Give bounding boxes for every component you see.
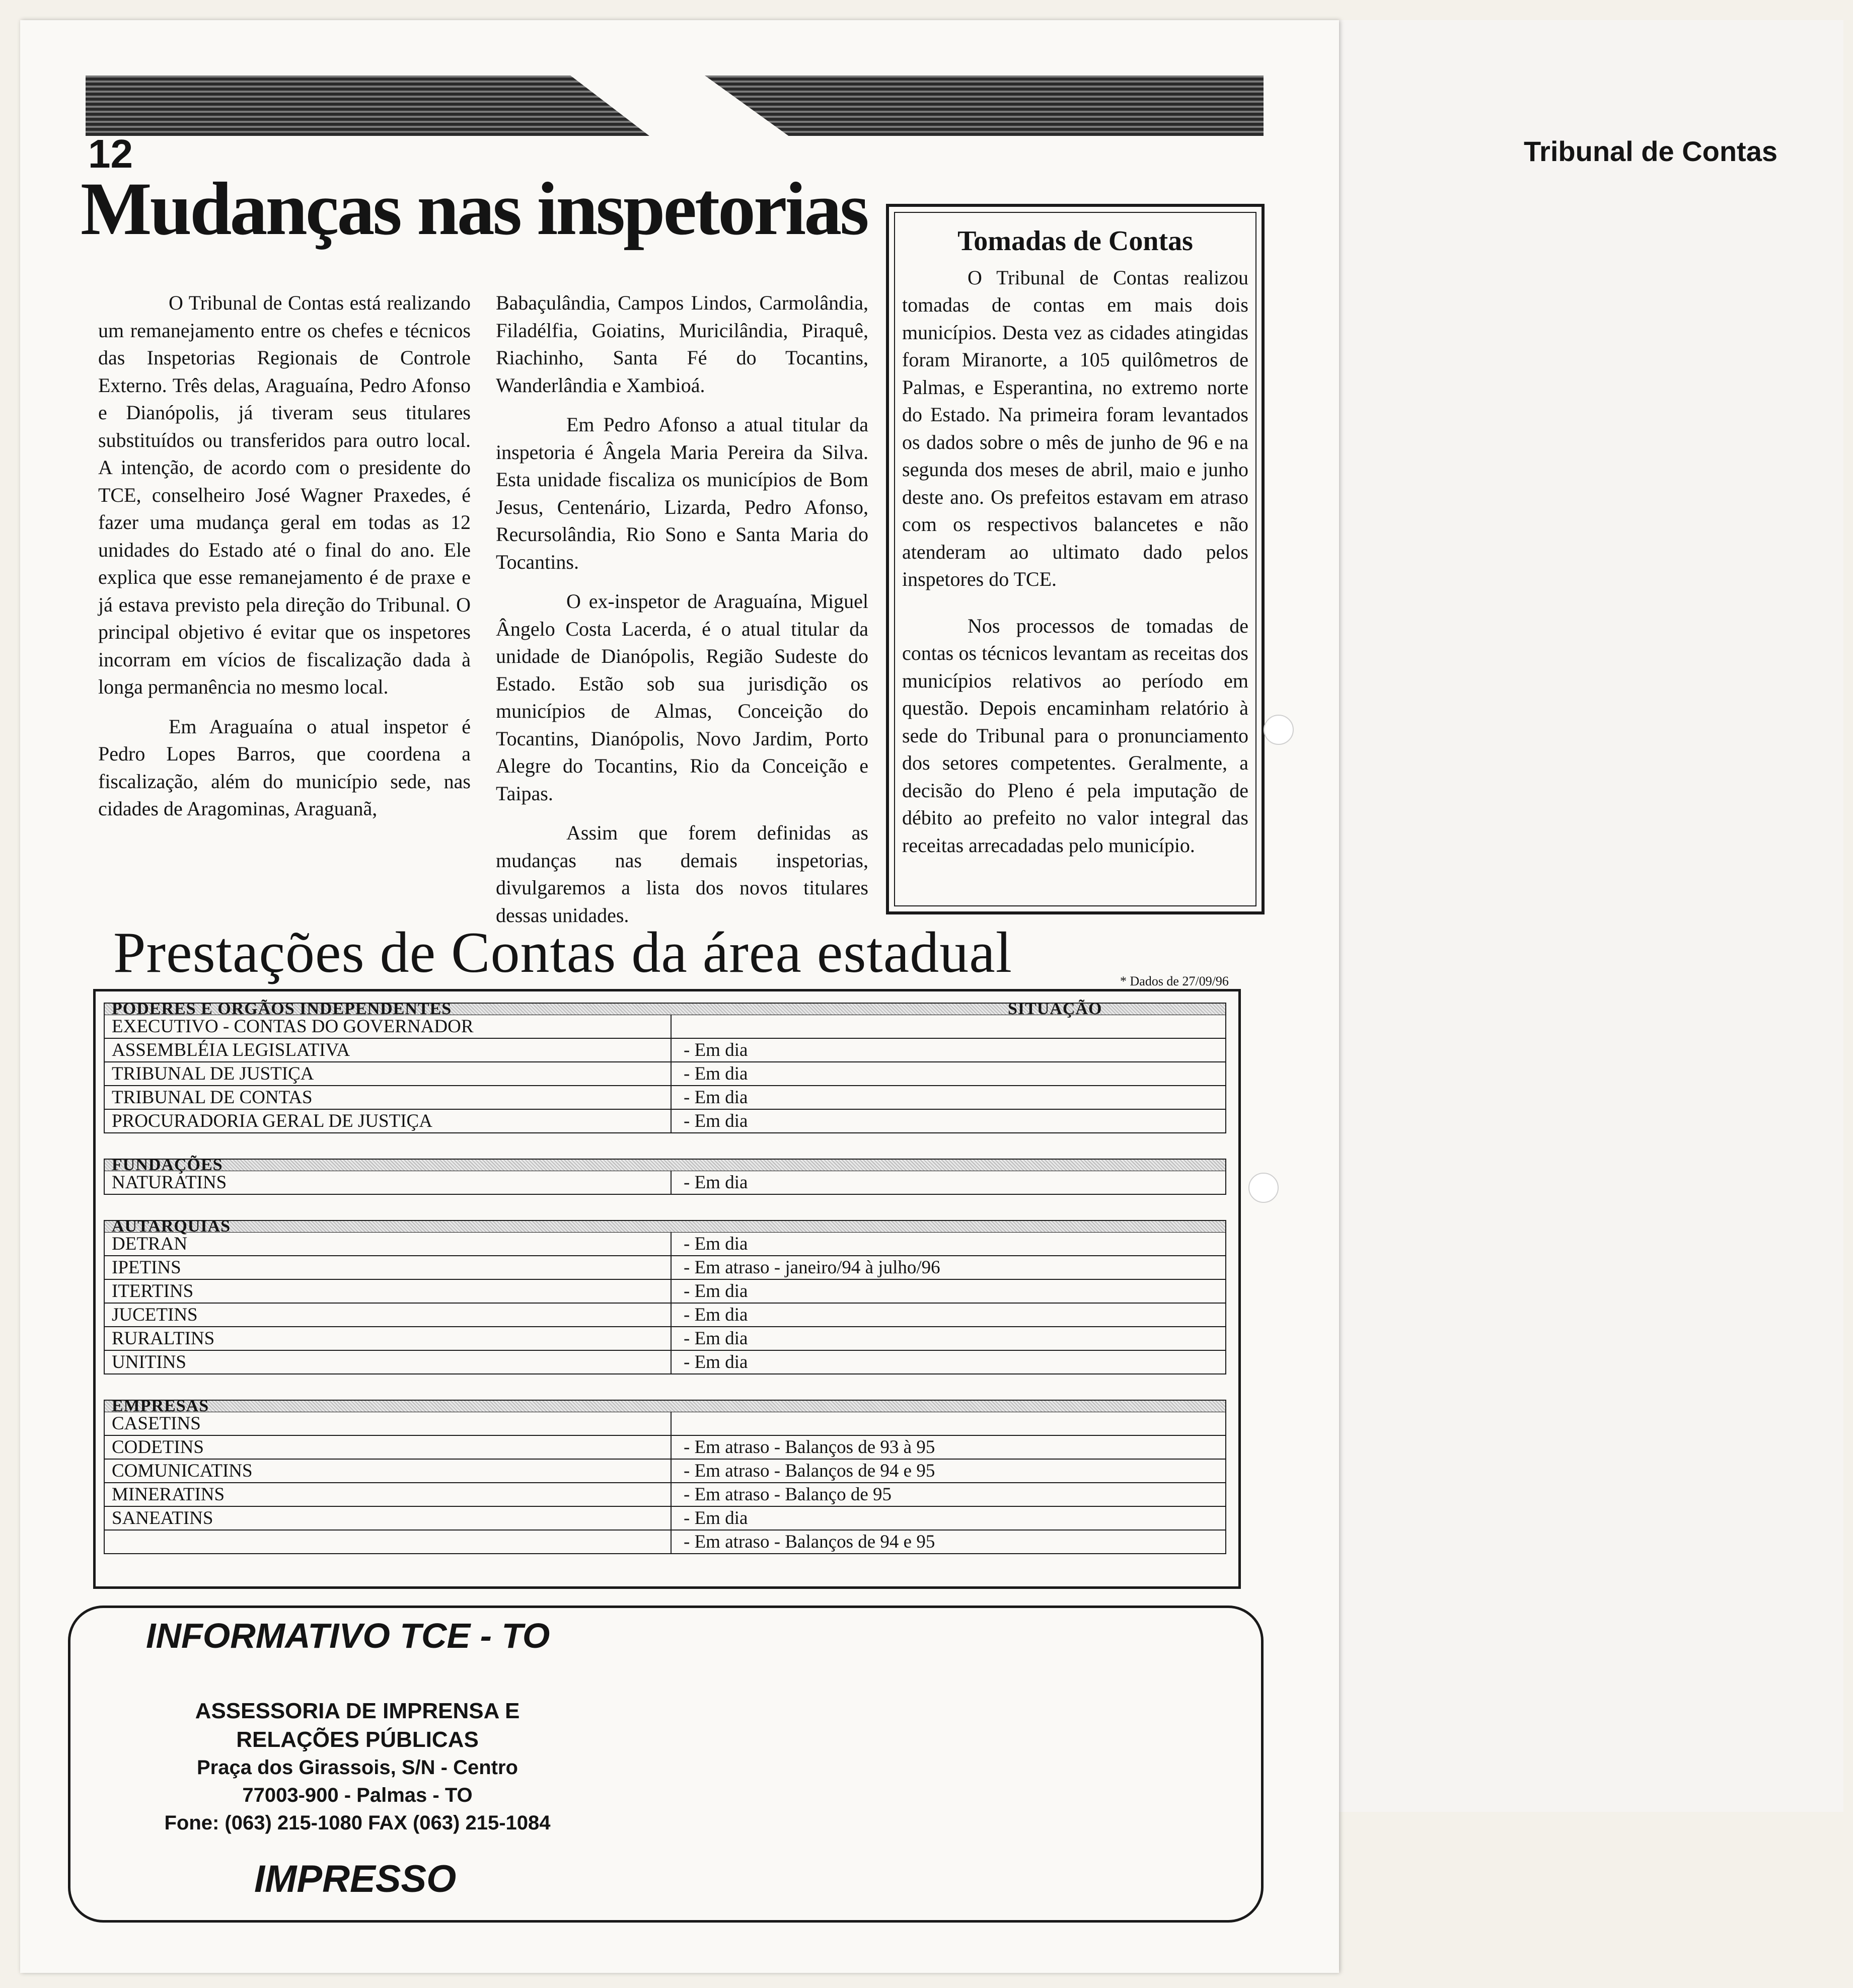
punch-hole xyxy=(1248,1173,1279,1203)
row-name: CASETINS xyxy=(105,1412,672,1435)
page-number: 12 xyxy=(88,131,133,176)
row-status: - Em atraso - Balanços de 94 e 95 xyxy=(684,1532,935,1552)
table-row xyxy=(104,1351,1226,1374)
row-name: DETRAN xyxy=(105,1233,672,1255)
row-status: - Em atraso - Balanço de 95 xyxy=(684,1484,892,1505)
article-paragraph: O ex-inspetor de Araguaína, Miguel Ângelo Costa Lacerda, é o atual titular da unidade de Dianópolis, Região Sudeste do Estado. Estão sob sua jurisdição os municípios de Almas, Conceição do Tocantins, Dianópolis, Novo Jardim, Porto Alegre do Tocantins, Rio da Conceição e Taipas. xyxy=(496,590,868,805)
row-name: ASSEMBLÉIA LEGISLATIVA xyxy=(105,1039,672,1061)
punch-hole xyxy=(1264,715,1294,745)
row-status: - Em atraso - Balanços de 93 à 95 xyxy=(684,1437,935,1458)
row-name: IPETINS xyxy=(105,1256,672,1279)
row-name: EXECUTIVO - CONTAS DO GOVERNADOR xyxy=(105,1015,672,1038)
row-status: - Em dia xyxy=(684,1111,748,1131)
group-header-poderes xyxy=(104,1000,1226,1018)
sidebar-box xyxy=(886,204,1265,914)
sidebar-title: Tomadas de Contas xyxy=(957,225,1193,257)
info-line: RELAÇÕES PÚBLICAS xyxy=(236,1727,479,1752)
row-name xyxy=(105,1531,672,1553)
table-row xyxy=(104,1110,1226,1133)
group-label: FUNDAÇÕES xyxy=(112,1156,223,1174)
table-spacer xyxy=(104,1133,1226,1159)
table-row xyxy=(104,1062,1226,1086)
row-status: - Em dia xyxy=(684,1040,748,1060)
row-status: - Em dia xyxy=(684,1328,748,1349)
row-name: TRIBUNAL DE CONTAS xyxy=(105,1086,672,1109)
table-row xyxy=(104,1015,1226,1039)
section-title: Tribunal de Contas xyxy=(1523,135,1777,167)
article-column-2 xyxy=(496,289,868,929)
sidebar-paragraph: Nos processos de tomadas de contas os técnicos levantam as receitas dos municípios relativos ao período em questão. Depois encaminham relatório à sede do Tribunal para o pronunciamento dos setores competentes. Geralmente, a decisão do Pleno é pela imputação de débito ao prefeito no valor integral das receitas arrecadadas pelo município. xyxy=(902,614,1248,857)
article-paragraph: Em Pedro Afonso a atual titular da inspetoria é Ângela Maria Pereira da Silva. Esta unidade fiscaliza os municípios de Bom Jesus, Centenário, Lizarda, Pedro Afonso, Recursolândia, Rio Sono e Santa Maria do Tocantins. xyxy=(496,413,868,573)
situacao-label: SITUAÇÃO xyxy=(1008,1000,1102,1018)
article-paragraph: Em Araguaína o atual inspetor é Pedro Lopes Barros, que coordena a fiscalização, além do município sede, nas cidades de Aragominas, Araguanã, xyxy=(98,715,471,820)
header-bar-left xyxy=(86,75,649,136)
info-title: INFORMATIVO TCE - TO xyxy=(146,1616,550,1655)
row-status: - Em dia xyxy=(684,1234,748,1254)
table-row xyxy=(104,1412,1226,1436)
table-spacer xyxy=(104,1374,1226,1400)
group-label: AUTARQUIAS xyxy=(112,1217,231,1236)
article-paragraph: Assim que forem definidas as mudanças nas demais inspetorias, divulgaremos a lista dos novos titulares dessas unidades. xyxy=(496,821,868,927)
table-row xyxy=(104,1483,1226,1507)
article-paragraph: O Tribunal de Contas está realizando um remanejamento entre os chefes e técnicos das Inspetorias Regionais de Controle Externo. Três delas, Araguaína, Pedro Afonso e Dianópolis, já tiveram seus titulares substituídos ou transferidos para outro local. A intenção, de acordo com o presidente do TCE, conselheiro José Wagner Praxedes, é fazer uma mudança geral em todas as 12 unidades do Estado até o final do ano. Ele explica que esse remanejamento é de praxe e já estava previsto pela direção do Tribunal. O principal objetivo é evitar que os inspetores incorram em vícios de fiscalização dada à longa permanência no mesmo local. xyxy=(98,291,471,698)
row-name: UNITINS xyxy=(105,1351,672,1373)
table-row xyxy=(104,1304,1226,1327)
table-row xyxy=(104,1233,1226,1256)
group-header-empresas xyxy=(104,1397,1226,1415)
row-status: - Em dia xyxy=(684,1281,748,1302)
accounts-table xyxy=(93,989,1241,1589)
row-status xyxy=(672,1412,1225,1435)
row-status: - Em dia xyxy=(684,1172,748,1193)
table-row xyxy=(104,1256,1226,1280)
table-title: Prestações de Contas da área estadual xyxy=(113,921,1012,985)
accounts-table-body xyxy=(104,1000,1226,1554)
table-row xyxy=(104,1327,1226,1351)
row-status: - Em dia xyxy=(684,1352,748,1372)
table-spacer xyxy=(104,1195,1226,1220)
scanned-backsheet xyxy=(1309,20,1843,1812)
article-column-1 xyxy=(98,289,471,823)
row-status: - Em atraso - janeiro/94 à julho/96 xyxy=(684,1257,940,1278)
group-header-fundacoes xyxy=(104,1156,1226,1174)
sidebar-paragraph: O Tribunal de Contas realizou tomadas de contas em mais dois municípios. Desta vez as cidades atingidas foram Miranorte, a 105 quilômetros de Palmas, e Esperantina, no extremo norte do Estado. Na primeira foram levantados os dados sobre o mês de junho de 96 e na segunda dos meses de abril, maio e junho deste ano. Os prefeitos estavam em atraso com os respectivos balancetes e não atenderam ao ultimato dado pelos inspetores do TCE. xyxy=(902,266,1248,591)
row-status: - Em dia xyxy=(684,1305,748,1325)
info-line: 77003-900 - Palmas - TO xyxy=(242,1784,473,1806)
row-name: ITERTINS xyxy=(105,1280,672,1303)
table-row xyxy=(104,1039,1226,1062)
sidebar-text xyxy=(902,264,1248,860)
row-name: SANEATINS xyxy=(105,1507,672,1530)
header-bar-right xyxy=(705,75,1264,136)
row-status: - Em dia xyxy=(684,1508,748,1528)
table-row xyxy=(104,1507,1226,1531)
row-name: RURALTINS xyxy=(105,1327,672,1350)
article-paragraph: Babaçulândia, Campos Lindos, Carmolândia, Filadélfia, Goiatins, Muricilândia, Piraquê, Riachinho, Santa Fé do Tocantins, Wanderlândia e Xambioá. xyxy=(496,291,868,397)
group-label: PODERES E ORGÃOS INDEPENDENTES xyxy=(112,1000,452,1018)
row-name: COMUNICATINS xyxy=(105,1460,672,1482)
table-note: * Dados de 27/09/96 xyxy=(1120,974,1229,988)
table-row xyxy=(104,1460,1226,1483)
group-header-autarquias xyxy=(104,1217,1226,1236)
info-line: Fone: (063) 215-1080 FAX (063) 215-1084 xyxy=(164,1812,551,1834)
row-name: JUCETINS xyxy=(105,1304,672,1326)
row-name: PROCURADORIA GERAL DE JUSTIÇA xyxy=(105,1110,672,1132)
row-status: - Em dia xyxy=(684,1087,748,1108)
row-status xyxy=(672,1015,1225,1038)
row-status: - Em atraso - Balanços de 94 e 95 xyxy=(684,1461,935,1481)
info-line: ASSESSORIA DE IMPRENSA E xyxy=(195,1699,520,1723)
table-row xyxy=(104,1280,1226,1304)
impresso-label: IMPRESSO xyxy=(254,1858,457,1900)
table-row xyxy=(104,1086,1226,1110)
table-row xyxy=(104,1531,1226,1554)
row-name: TRIBUNAL DE JUSTIÇA xyxy=(105,1062,672,1085)
row-name: CODETINS xyxy=(105,1436,672,1459)
row-status: - Em dia xyxy=(684,1063,748,1084)
article-headline: Mudanças nas inspetorias xyxy=(81,167,867,251)
info-line: Praça dos Girassois, S/N - Centro xyxy=(197,1756,518,1779)
row-name: NATURATINS xyxy=(105,1171,672,1194)
table-row xyxy=(104,1436,1226,1460)
row-name: MINERATINS xyxy=(105,1483,672,1506)
group-label: EMPRESAS xyxy=(112,1397,209,1415)
sidebar-box-inner xyxy=(894,212,1256,906)
table-row xyxy=(104,1171,1226,1195)
